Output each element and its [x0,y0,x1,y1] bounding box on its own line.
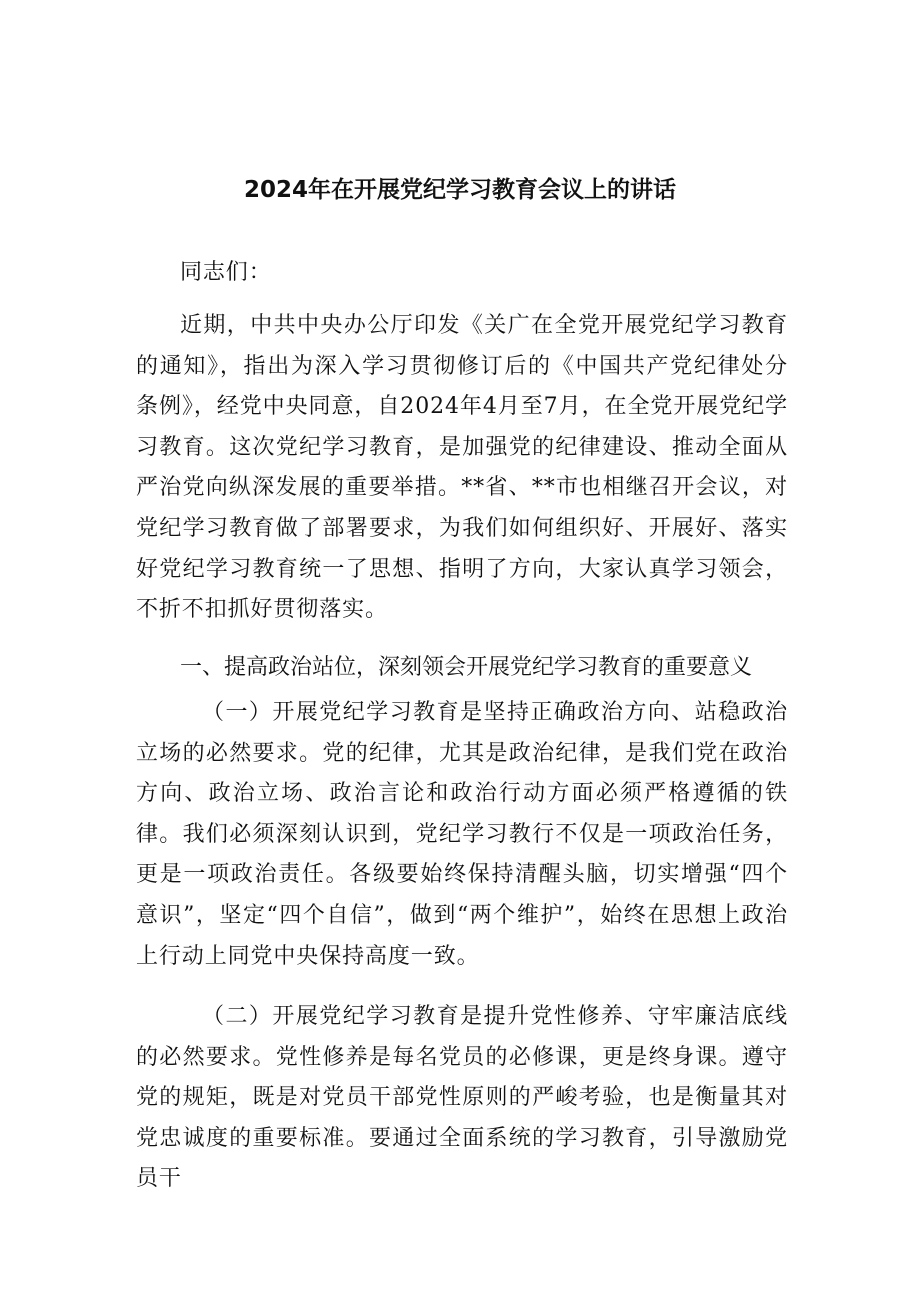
greeting: 同志们： [180,260,272,285]
document-title: 2024年在开展党纪学习教育会议上的讲话 [243,177,676,203]
subsection-paragraph-1: （一）开展党纪学习教育是坚持正确政治方向、站稳政治立场的必然要求。党的纪律，尤其是政治纪律，是我们党在政治方向、政治立场、政治言论和政治行动方面必须严格遵循的铁律。我们必须深刻认识到，党纪学习教行不仅是一项政治任务，更是一项政治责任。各级要始终保持清醒头脑，切实增强“四个意识”，坚定“四个自信”，做到“两个维护”，始终在思想上政治上行动上同党中央保持高度一致。 [136,700,788,969]
section-heading: 一、提高政治站位，深刻领会开展党纪学习教育的重要意义 [180,655,753,680]
subsection-paragraph-2: （二）开展党纪学习教育是提升党性修养、守牢廉洁底线的必然要求。党性修养是每名党员的必修课，更是终身课。遵守党的规矩，既是对党员干部党性原则的严峻考验，也是衡量其对党忠诚度的重要标准。要通过全面系统的学习教育，引导激励党员干 [136,1004,788,1192]
intro-paragraph: 近期，中共中央办公厅印发《关广在全党开展党纪学习教育的通知》，指出为深入学习贯彻修订后的《中国共产党纪律处分条例》，经党中央同意，自2024年4月至7月，在全党开展党纪学习教育。这次党纪学习教育，是加强党的纪律建设、推动全面从严治党向纵深发展的重要举措。**省、**市也相继召开会议，对党纪学习教育做了部署要求，为我们如何组织好、开展好、落实好党纪学习教育统一了思想、指明了方向，大家认真学习领会，不折不扣抓好贯彻落实。 [136,313,788,623]
